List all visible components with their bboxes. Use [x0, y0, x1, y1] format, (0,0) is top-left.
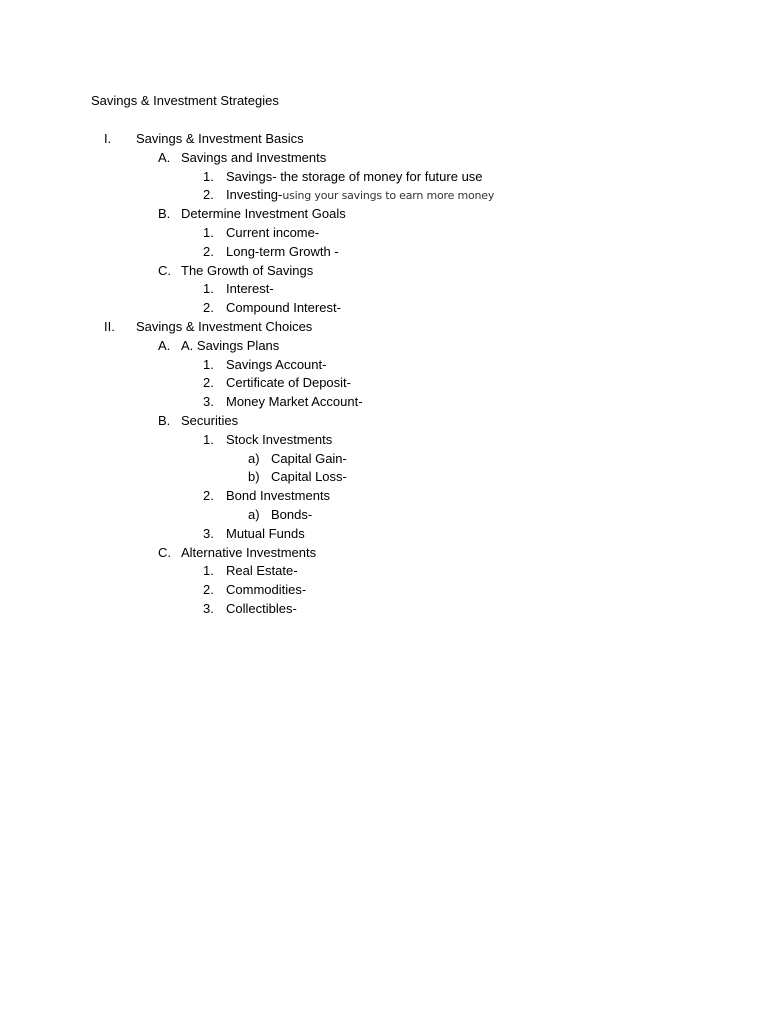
outline-item-text [226, 582, 306, 598]
outline-item-marker: 1. [203, 431, 214, 447]
outline-item-row [0, 375, 768, 391]
outline-subsection-row [0, 263, 768, 279]
outline-subitem-marker: a) [248, 507, 260, 522]
outline-section-row [0, 131, 768, 147]
outline-item-label: Mutual Funds [226, 525, 305, 541]
outline-subsection-row [0, 338, 768, 354]
outline-item-row [0, 582, 768, 598]
outline-subitem-marker: a) [248, 450, 260, 466]
outline-item-row [0, 563, 768, 579]
outline-subsection-text [181, 263, 313, 279]
outline-item-text [226, 563, 298, 579]
outline-subsection-label: Alternative Investments [181, 544, 317, 560]
outline-item-label: Stock Investments [226, 431, 333, 447]
outline-subsection-label: Savings and Investments [181, 149, 327, 165]
outline-item-note: using your savings to earn more money [282, 189, 495, 203]
outline-item-label: Bond Investments [226, 488, 331, 504]
outline-subitem-text [271, 507, 312, 523]
outline-item-row [0, 488, 768, 504]
outline-item-marker: 2. [203, 300, 214, 316]
outline-section-text [136, 319, 312, 335]
outline-item-marker: 2. [203, 488, 214, 504]
outline-item-text [226, 488, 330, 504]
outline-item-label: Compound Interest- [226, 300, 341, 316]
outline-item-text [226, 225, 319, 241]
outline-item-row [0, 526, 768, 542]
outline-item-row [0, 300, 768, 316]
outline-subsection-text [181, 338, 279, 354]
outline-item-marker: 1. [203, 225, 214, 240]
outline-item-row [0, 432, 768, 448]
outline-subsection-row [0, 150, 768, 166]
outline-item-text [226, 432, 332, 448]
outline-subsection-label: A. Savings Plans [181, 337, 280, 353]
outline-item-row [0, 187, 768, 203]
outline-subsection-marker: C. [158, 262, 171, 278]
outline-subitem-text [271, 469, 347, 485]
outline-item-marker: 1. [203, 356, 214, 372]
outline-section-marker: I. [104, 131, 112, 146]
outline-subitem-row [0, 469, 768, 485]
outline-item-row [0, 357, 768, 373]
outline-subsection-text [181, 150, 326, 166]
outline-item-label: Collectibles- [226, 601, 297, 616]
outline-item-marker: 1. [203, 281, 214, 297]
outline-section-row [0, 319, 768, 335]
outline-item-text [226, 187, 494, 204]
outline-subitem-label: Capital Loss- [271, 469, 347, 485]
outline-section-marker: II. [104, 319, 115, 334]
outline-subitem-text [271, 451, 347, 467]
outline-item-text [226, 601, 297, 617]
outline-item-text [226, 394, 363, 410]
outline-subsection-row [0, 545, 768, 561]
outline-item-text [226, 375, 351, 391]
outline-section-label: Savings & Investment Choices [136, 319, 313, 334]
outline-subsection-row [0, 413, 768, 429]
outline-subsection-marker: A. [158, 337, 171, 353]
outline-item-marker: 2. [203, 375, 214, 391]
outline-subsection-label: The Growth of Savings [181, 262, 314, 278]
outline-subsection-marker: C. [158, 544, 171, 560]
outline-item-label: Money Market Account- [226, 394, 363, 410]
outline-item-row [0, 394, 768, 410]
outline-item-label: Commodities- [226, 582, 307, 598]
outline-item-marker: 1. [203, 563, 214, 579]
outline-item-label: Current income- [226, 225, 320, 240]
outline-item-marker: 2. [203, 243, 214, 259]
outline-subitem-row [0, 451, 768, 467]
outline-subitem-marker: b) [248, 469, 260, 485]
outline-subitem-label: Capital Gain- [271, 450, 347, 466]
outline-item-marker: 2. [203, 582, 214, 598]
outline-section-text [136, 131, 304, 147]
outline-subsection-label: Determine Investment Goals [181, 206, 346, 222]
outline-item-label: Interest- [226, 281, 274, 297]
outline-item-text [226, 526, 305, 542]
outline-subsection-text [181, 206, 346, 222]
outline-item-label: Savings Account- [226, 356, 327, 372]
outline-item-row [0, 169, 768, 185]
outline-item-row [0, 225, 768, 241]
outline-item-text [226, 169, 483, 185]
outline-item-label: Investing- [226, 187, 283, 203]
outline-section-label: Savings & Investment Basics [136, 131, 304, 146]
outline-item-label: Savings- the storage of money for future use [226, 168, 483, 184]
outline-subsection-marker: A. [158, 149, 171, 165]
outline-item-label: Certificate of Deposit- [226, 375, 351, 391]
outline-subsection-marker: B. [158, 413, 171, 428]
outline-item-marker: 1. [203, 168, 214, 184]
outline-subsection-row [0, 206, 768, 222]
outline-item-label: Real Estate- [226, 563, 298, 579]
outline-item-row [0, 244, 768, 260]
outline-subitem-row [0, 507, 768, 523]
outline-subsection-marker: B. [158, 206, 171, 222]
outline-item-text [226, 357, 326, 373]
outline-item-text [226, 244, 339, 260]
outline-item-marker: 2. [203, 187, 214, 203]
outline-item-row [0, 601, 768, 617]
outline-subsection-text [181, 545, 316, 561]
outline-item-text [226, 281, 274, 297]
outline-item-text [226, 300, 341, 316]
outline-item-marker: 3. [203, 394, 214, 410]
outline-item-marker: 3. [203, 601, 214, 616]
outline-subsection-label: Securities [181, 413, 239, 428]
outline-item-marker: 3. [203, 525, 214, 541]
outline-subitem-label: Bonds- [271, 507, 313, 522]
document-title: Savings & Investment Strategies [91, 93, 279, 108]
outline-item-row [0, 281, 768, 297]
outline-item-label: Long-term Growth - [226, 243, 339, 259]
outline-subsection-text [181, 413, 238, 429]
